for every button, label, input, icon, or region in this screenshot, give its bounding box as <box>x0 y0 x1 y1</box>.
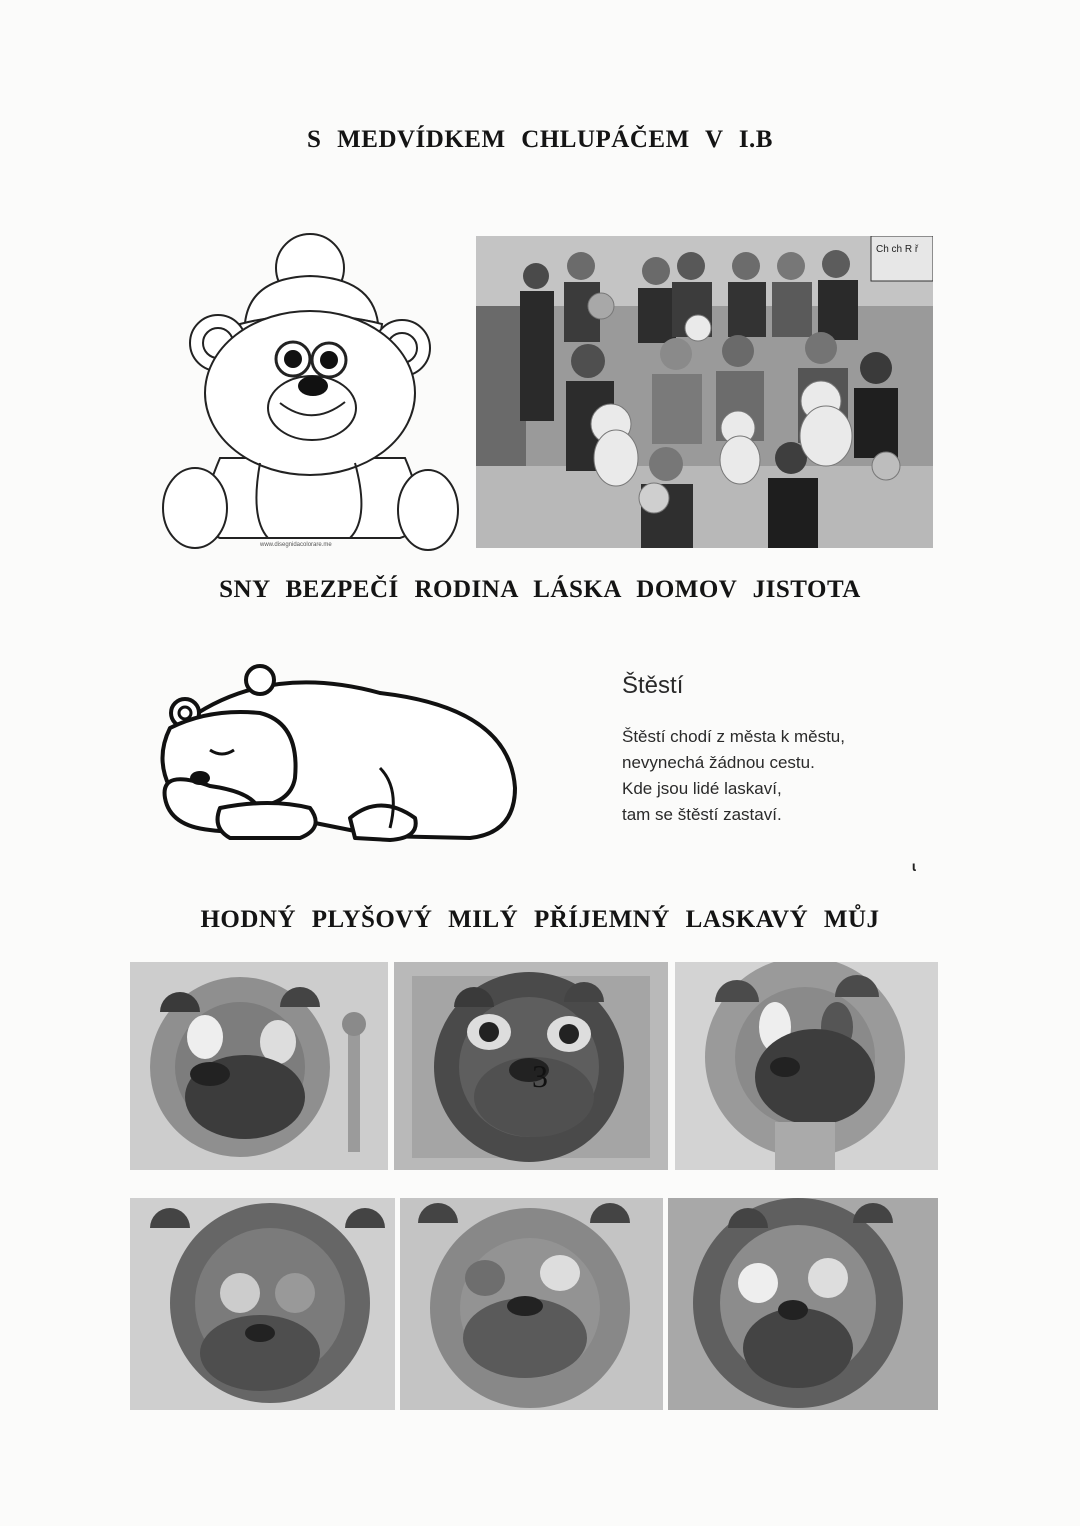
poem-block <box>622 672 982 828</box>
sleeping-bear-illustration <box>150 668 525 848</box>
poem-title: Štěstí <box>622 672 684 699</box>
values-line-1: SNY BEZPEČÍ RODINA LÁSKA DOMOV JISTOTA <box>219 576 861 603</box>
page-number: 3 <box>532 1058 548 1094</box>
bear-right-foot <box>398 470 458 550</box>
bear-painting <box>130 1198 395 1410</box>
bear-nose <box>298 376 328 396</box>
values-line-2: HODNÝ PLYŠOVÝ MILÝ PŘÍJEMNÝ LASKAVÝ MŮJ <box>200 906 880 933</box>
board-letters: Ch ch R ř <box>876 244 919 255</box>
bear-painting <box>668 1198 938 1410</box>
sleeping-bear-nose <box>190 771 210 785</box>
bear-left-foot <box>163 468 227 548</box>
page-title: S MEDVÍDKEM CHLUPÁČEM V I.B <box>307 126 773 153</box>
poem-line: nevynechá žádnou cestu. <box>622 753 815 772</box>
sleeping-bear-paw-back <box>218 803 316 838</box>
poem-line: tam se štěstí zastaví. <box>622 805 782 824</box>
stray-mark: ɩ <box>912 858 916 874</box>
poem-line: Kde jsou lidé laskaví, <box>622 779 782 798</box>
watermark-text: www.disegnidacolorare.me <box>260 542 332 548</box>
bear-painting <box>400 1198 663 1410</box>
sitting-bear-illustration <box>150 228 460 553</box>
poem-line: Štěstí chodí z města k městu, <box>622 727 845 746</box>
class-photo <box>476 236 933 548</box>
